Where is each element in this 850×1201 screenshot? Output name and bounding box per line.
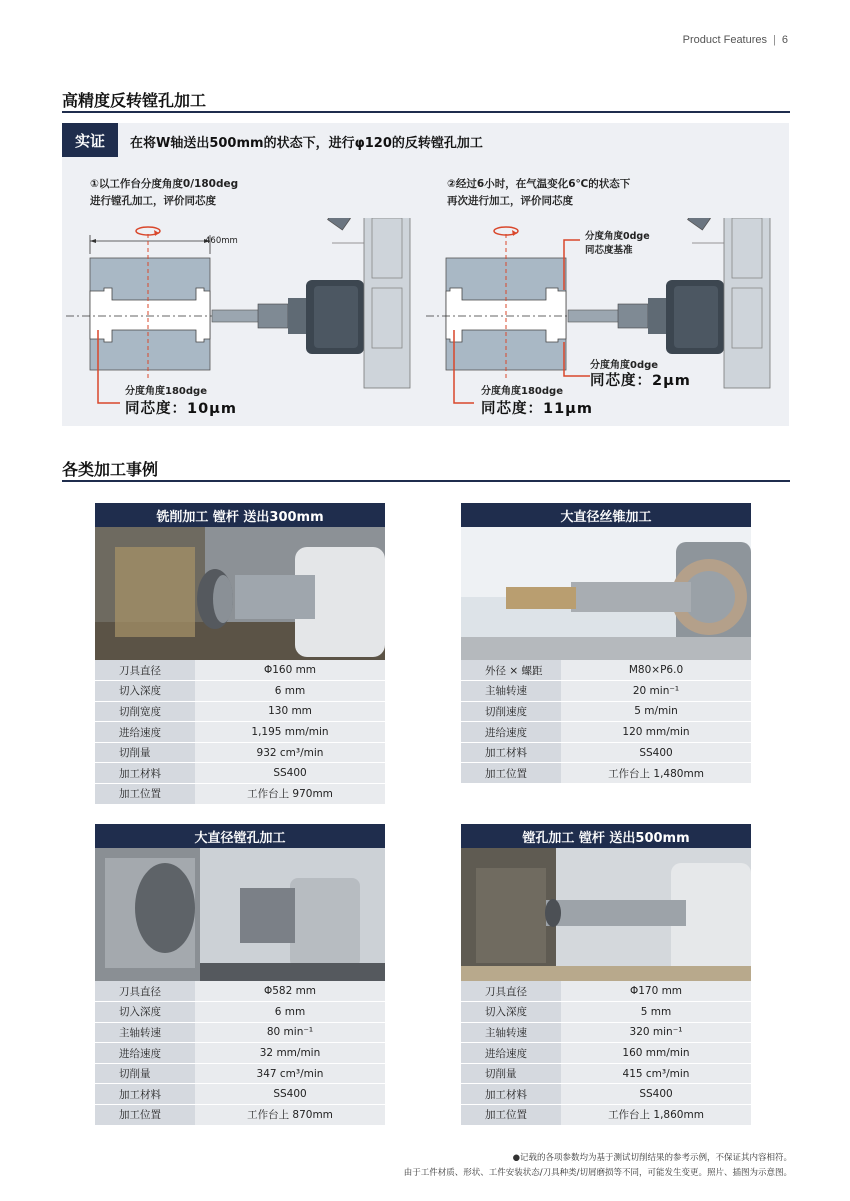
header-section: Product Features	[682, 34, 768, 46]
case-card-boring-bar	[461, 824, 751, 1126]
spec-key: 主轴转速	[461, 681, 561, 702]
spec-value: 160 mm/min	[561, 1043, 751, 1064]
table-row	[461, 701, 751, 722]
spec-key: 加工材料	[461, 742, 561, 763]
table-row	[95, 763, 385, 784]
case-photo-tapping	[461, 527, 751, 660]
spec-key: 切入深度	[461, 1002, 561, 1023]
spec-value: 80 min⁻¹	[195, 1022, 385, 1043]
section-rule	[62, 480, 790, 482]
table-row	[95, 784, 385, 805]
spec-value: SS400	[195, 763, 385, 784]
table-row	[95, 701, 385, 722]
spec-value: 347 cm³/min	[195, 1063, 385, 1084]
table-row	[95, 660, 385, 681]
table-row	[461, 1105, 751, 1126]
spec-key: 刀具直径	[95, 660, 195, 681]
case-card-milling	[95, 503, 385, 805]
spec-key: 切削量	[461, 1063, 561, 1084]
spec-value: 工作台上 870mm	[195, 1105, 385, 1126]
spec-value: Φ582 mm	[195, 981, 385, 1002]
table-row	[95, 681, 385, 702]
case-spec-table	[461, 981, 751, 1126]
table-row	[461, 1063, 751, 1084]
page-header	[683, 34, 788, 46]
left-boring-diagram	[62, 218, 422, 426]
case-title: 大直径丝锥加工	[461, 503, 751, 527]
page-number: 6	[781, 34, 788, 46]
right-ref-line2: 同芯度基准	[585, 245, 633, 256]
table-row	[461, 763, 751, 784]
table-row	[461, 722, 751, 743]
case-card-large-boring	[95, 824, 385, 1126]
left-angle-label: 分度角度180dge	[125, 386, 207, 397]
left-result: 同芯度：10μm	[125, 401, 237, 417]
left-step-note	[90, 176, 238, 210]
spec-value: 1,195 mm/min	[195, 722, 385, 743]
spec-key: 切削宽度	[95, 701, 195, 722]
spec-key: 外径 × 螺距	[461, 660, 561, 681]
spec-key: 刀具直径	[461, 981, 561, 1002]
right-note-line1: ②经过6小时，在气温变化6℃的状态下	[447, 178, 631, 190]
spec-value: 5 mm	[561, 1002, 751, 1023]
case-spec-table	[461, 660, 751, 784]
case-photo-boring-bar	[461, 848, 751, 981]
spec-value: 5 m/min	[561, 701, 751, 722]
table-row	[461, 981, 751, 1002]
spec-value: 320 min⁻¹	[561, 1022, 751, 1043]
spec-key: 切削量	[95, 742, 195, 763]
spec-key: 加工材料	[95, 1084, 195, 1105]
left-dimension-label: 460mm	[205, 236, 238, 246]
table-row	[95, 1022, 385, 1043]
verification-panel	[62, 123, 789, 426]
spec-value: 6 mm	[195, 1002, 385, 1023]
table-row	[461, 1084, 751, 1105]
spec-value: 工作台上 1,480mm	[561, 763, 751, 784]
spec-key: 加工位置	[95, 784, 195, 805]
spec-value: SS400	[561, 742, 751, 763]
case-title: 大直径镗孔加工	[95, 824, 385, 848]
spec-value: 120 mm/min	[561, 722, 751, 743]
table-row	[95, 981, 385, 1002]
case-title: 镗孔加工 镗杆 送出500mm	[461, 824, 751, 848]
spec-value: Φ160 mm	[195, 660, 385, 681]
right-result180: 同芯度：11μm	[481, 401, 593, 417]
spec-key: 进给速度	[461, 722, 561, 743]
spec-key: 加工位置	[461, 1105, 561, 1126]
table-row	[95, 1105, 385, 1126]
spec-value: 6 mm	[195, 681, 385, 702]
section-title-reverse-boring: 高精度反转镗孔加工	[62, 91, 207, 110]
case-spec-table	[95, 660, 385, 805]
spec-value: SS400	[195, 1084, 385, 1105]
right-note-line2: 再次进行加工，评价同芯度	[447, 195, 573, 207]
spec-key: 切入深度	[95, 681, 195, 702]
spec-value: Φ170 mm	[561, 981, 751, 1002]
table-row	[95, 1063, 385, 1084]
left-note-line1: ①以工作台分度角度0/180deg	[90, 178, 239, 190]
table-row	[461, 742, 751, 763]
spec-value: 工作台上 970mm	[195, 784, 385, 805]
table-row	[461, 1043, 751, 1064]
spec-key: 加工材料	[95, 763, 195, 784]
spec-value: 415 cm³/min	[561, 1063, 751, 1084]
spec-value: 32 mm/min	[195, 1043, 385, 1064]
spec-key: 加工材料	[461, 1084, 561, 1105]
case-photo-milling	[95, 527, 385, 660]
case-card-tapping	[461, 503, 751, 784]
verify-heading: 在将W轴送出500mm的状态下，进行φ120的反转镗孔加工	[130, 136, 483, 151]
spec-key: 加工位置	[95, 1105, 195, 1126]
case-photo-large-boring	[95, 848, 385, 981]
table-row	[461, 1002, 751, 1023]
table-row	[461, 681, 751, 702]
case-spec-table	[95, 981, 385, 1126]
spec-key: 进给速度	[95, 1043, 195, 1064]
spec-value: 932 cm³/min	[195, 742, 385, 763]
right-result0: 同芯度：2μm	[590, 373, 691, 389]
spec-key: 进给速度	[461, 1043, 561, 1064]
spec-value: 130 mm	[195, 701, 385, 722]
spec-key: 刀具直径	[95, 981, 195, 1002]
table-row	[95, 1084, 385, 1105]
right-ref-line1: 分度角度0dge	[585, 231, 650, 242]
section-rule	[62, 111, 790, 113]
table-row	[95, 742, 385, 763]
section-title-machining-cases: 各类加工事例	[62, 460, 159, 479]
footnote-line1: ●记载的各项参数均为基于测试切削结果的参考示例，不保证其内容相符。	[512, 1153, 792, 1163]
spec-key: 切削量	[95, 1063, 195, 1084]
spec-value: M80×P6.0	[561, 660, 751, 681]
spec-value: 工作台上 1,860mm	[561, 1105, 751, 1126]
spec-key: 切削速度	[461, 701, 561, 722]
right-angle180-label: 分度角度180dge	[481, 386, 563, 397]
table-row	[95, 1043, 385, 1064]
spec-key: 主轴转速	[95, 1022, 195, 1043]
table-row	[95, 722, 385, 743]
spec-key: 进给速度	[95, 722, 195, 743]
verify-tag: 实证	[62, 123, 118, 157]
footnote-line2: 由于工件材质、形状、工件安装状态/刀具种类/切屑磨损等不同，可能发生变更。照片、插图为示意图。	[403, 1168, 792, 1178]
case-title: 铣削加工 镗杆 送出300mm	[95, 503, 385, 527]
table-row	[461, 1022, 751, 1043]
left-note-line2: 进行镗孔加工，评价同芯度	[90, 195, 216, 207]
table-row	[95, 1002, 385, 1023]
spec-key: 切入深度	[95, 1002, 195, 1023]
header-divider: |	[773, 34, 776, 46]
right-step-note	[447, 176, 630, 210]
spec-key: 加工位置	[461, 763, 561, 784]
spec-key: 主轴转速	[461, 1022, 561, 1043]
right-angle0-label: 分度角度0dge	[590, 360, 659, 371]
spec-value: 20 min⁻¹	[561, 681, 751, 702]
table-row	[461, 660, 751, 681]
spec-value: SS400	[561, 1084, 751, 1105]
